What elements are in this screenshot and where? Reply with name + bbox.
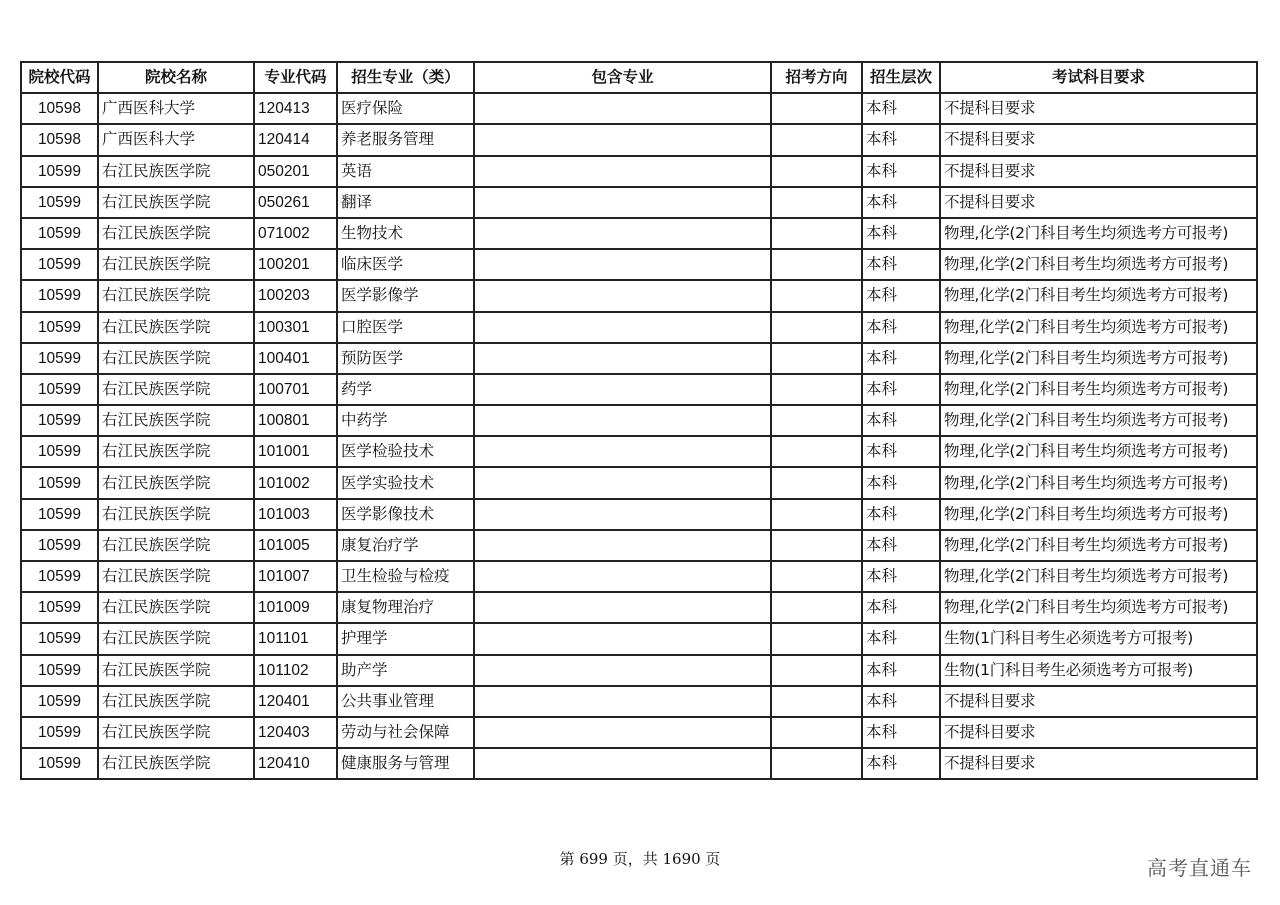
table-row (21, 530, 1257, 561)
cell-school-name: 右江民族医学院 (98, 436, 254, 467)
cell-exam-direction (771, 280, 862, 311)
cell-included-majors (474, 655, 771, 686)
cell-major-name: 临床医学 (337, 249, 474, 280)
cell-school-code: 10599 (21, 343, 98, 374)
cell-school-name: 右江民族医学院 (98, 343, 254, 374)
cell-major-name: 康复物理治疗 (337, 592, 474, 623)
cell-major-code: 101003 (254, 499, 337, 530)
cell-subject-requirement: 不提科目要求 (940, 748, 1257, 779)
cell-level: 本科 (862, 218, 940, 249)
cell-major-code: 100201 (254, 249, 337, 280)
table-row (21, 467, 1257, 498)
cell-included-majors (474, 561, 771, 592)
cell-level: 本科 (862, 748, 940, 779)
cell-major-code: 100801 (254, 405, 337, 436)
cell-major-code: 120413 (254, 93, 337, 124)
cell-level: 本科 (862, 156, 940, 187)
cell-major-name: 生物技术 (337, 218, 474, 249)
cell-exam-direction (771, 499, 862, 530)
cell-subject-requirement: 生物(1门科目考生必须选考方可报考) (940, 655, 1257, 686)
table-body (21, 93, 1257, 779)
cell-major-name: 劳动与社会保障 (337, 717, 474, 748)
cell-school-name: 右江民族医学院 (98, 499, 254, 530)
table-row (21, 187, 1257, 218)
cell-subject-requirement: 物理,化学(2门科目考生均须选考方可报考) (940, 343, 1257, 374)
cell-school-code: 10599 (21, 218, 98, 249)
cell-included-majors (474, 717, 771, 748)
table-row (21, 436, 1257, 467)
cell-major-name: 中药学 (337, 405, 474, 436)
cell-major-name: 医疗保险 (337, 93, 474, 124)
header-school-code: 院校代码 (21, 62, 98, 93)
cell-level: 本科 (862, 561, 940, 592)
cell-exam-direction (771, 592, 862, 623)
cell-exam-direction (771, 218, 862, 249)
cell-major-code: 120414 (254, 124, 337, 155)
cell-major-name: 卫生检验与检疫 (337, 561, 474, 592)
cell-school-code: 10599 (21, 280, 98, 311)
cell-included-majors (474, 467, 771, 498)
cell-school-code: 10598 (21, 93, 98, 124)
cell-exam-direction (771, 93, 862, 124)
cell-school-name: 右江民族医学院 (98, 156, 254, 187)
cell-subject-requirement: 物理,化学(2门科目考生均须选考方可报考) (940, 592, 1257, 623)
table-row (21, 405, 1257, 436)
cell-exam-direction (771, 467, 862, 498)
header-subject-requirement: 考试科目要求 (940, 62, 1257, 93)
cell-school-name: 右江民族医学院 (98, 467, 254, 498)
cell-subject-requirement: 物理,化学(2门科目考生均须选考方可报考) (940, 374, 1257, 405)
cell-included-majors (474, 748, 771, 779)
cell-school-name: 右江民族医学院 (98, 312, 254, 343)
cell-school-code: 10599 (21, 249, 98, 280)
cell-school-code: 10599 (21, 686, 98, 717)
cell-school-code: 10599 (21, 156, 98, 187)
cell-major-code: 100301 (254, 312, 337, 343)
cell-major-name: 口腔医学 (337, 312, 474, 343)
cell-major-name: 健康服务与管理 (337, 748, 474, 779)
cell-school-code: 10598 (21, 124, 98, 155)
cell-included-majors (474, 530, 771, 561)
cell-school-code: 10599 (21, 655, 98, 686)
cell-level: 本科 (862, 312, 940, 343)
cell-included-majors (474, 218, 771, 249)
cell-major-code: 120403 (254, 717, 337, 748)
cell-exam-direction (771, 405, 862, 436)
cell-school-code: 10599 (21, 530, 98, 561)
cell-included-majors (474, 93, 771, 124)
cell-school-code: 10599 (21, 748, 98, 779)
cell-exam-direction (771, 124, 862, 155)
cell-exam-direction (771, 436, 862, 467)
table-row (21, 717, 1257, 748)
cell-school-code: 10599 (21, 592, 98, 623)
cell-major-code: 120401 (254, 686, 337, 717)
table-row (21, 592, 1257, 623)
cell-subject-requirement: 物理,化学(2门科目考生均须选考方可报考) (940, 530, 1257, 561)
cell-exam-direction (771, 655, 862, 686)
cell-subject-requirement: 不提科目要求 (940, 686, 1257, 717)
cell-subject-requirement: 物理,化学(2门科目考生均须选考方可报考) (940, 312, 1257, 343)
cell-subject-requirement: 物理,化学(2门科目考生均须选考方可报考) (940, 467, 1257, 498)
cell-exam-direction (771, 187, 862, 218)
table-row (21, 499, 1257, 530)
cell-exam-direction (771, 748, 862, 779)
table-row (21, 249, 1257, 280)
cell-major-name: 医学影像学 (337, 280, 474, 311)
cell-exam-direction (771, 686, 862, 717)
table-row (21, 686, 1257, 717)
cell-school-code: 10599 (21, 561, 98, 592)
cell-major-name: 医学检验技术 (337, 436, 474, 467)
cell-school-name: 右江民族医学院 (98, 592, 254, 623)
cell-subject-requirement: 不提科目要求 (940, 156, 1257, 187)
cell-level: 本科 (862, 530, 940, 561)
table-row (21, 561, 1257, 592)
cell-school-name: 广西医科大学 (98, 124, 254, 155)
cell-subject-requirement: 不提科目要求 (940, 717, 1257, 748)
cell-level: 本科 (862, 686, 940, 717)
table-row (21, 312, 1257, 343)
cell-major-name: 公共事业管理 (337, 686, 474, 717)
cell-major-code: 100401 (254, 343, 337, 374)
cell-school-code: 10599 (21, 499, 98, 530)
cell-major-name: 助产学 (337, 655, 474, 686)
cell-major-code: 050201 (254, 156, 337, 187)
cell-school-name: 广西医科大学 (98, 93, 254, 124)
cell-major-code: 100701 (254, 374, 337, 405)
cell-school-name: 右江民族医学院 (98, 218, 254, 249)
cell-major-name: 英语 (337, 156, 474, 187)
cell-subject-requirement: 物理,化学(2门科目考生均须选考方可报考) (940, 280, 1257, 311)
cell-major-code: 071002 (254, 218, 337, 249)
watermark: 高考直通车 (1147, 856, 1252, 880)
cell-major-code: 120410 (254, 748, 337, 779)
cell-subject-requirement: 物理,化学(2门科目考生均须选考方可报考) (940, 218, 1257, 249)
cell-exam-direction (771, 530, 862, 561)
cell-major-code: 101002 (254, 467, 337, 498)
cell-exam-direction (771, 343, 862, 374)
cell-school-code: 10599 (21, 312, 98, 343)
cell-school-name: 右江民族医学院 (98, 748, 254, 779)
cell-school-code: 10599 (21, 405, 98, 436)
cell-major-name: 医学实验技术 (337, 467, 474, 498)
cell-level: 本科 (862, 343, 940, 374)
cell-school-name: 右江民族医学院 (98, 249, 254, 280)
header-level: 招生层次 (862, 62, 940, 93)
cell-included-majors (474, 405, 771, 436)
cell-major-name: 康复治疗学 (337, 530, 474, 561)
cell-included-majors (474, 249, 771, 280)
cell-level: 本科 (862, 249, 940, 280)
cell-included-majors (474, 343, 771, 374)
cell-subject-requirement: 物理,化学(2门科目考生均须选考方可报考) (940, 499, 1257, 530)
cell-level: 本科 (862, 187, 940, 218)
cell-level: 本科 (862, 499, 940, 530)
cell-level: 本科 (862, 717, 940, 748)
cell-subject-requirement: 物理,化学(2门科目考生均须选考方可报考) (940, 561, 1257, 592)
cell-school-name: 右江民族医学院 (98, 655, 254, 686)
cell-included-majors (474, 436, 771, 467)
header-major-name: 招生专业（类） (337, 62, 474, 93)
table-row (21, 156, 1257, 187)
table-row (21, 623, 1257, 654)
cell-subject-requirement: 物理,化学(2门科目考生均须选考方可报考) (940, 405, 1257, 436)
cell-major-code: 101102 (254, 655, 337, 686)
cell-school-name: 右江民族医学院 (98, 187, 254, 218)
cell-included-majors (474, 124, 771, 155)
cell-major-name: 护理学 (337, 623, 474, 654)
cell-school-name: 右江民族医学院 (98, 280, 254, 311)
cell-level: 本科 (862, 374, 940, 405)
table-row (21, 124, 1257, 155)
table-row (21, 93, 1257, 124)
cell-subject-requirement: 物理,化学(2门科目考生均须选考方可报考) (940, 249, 1257, 280)
cell-major-name: 医学影像技术 (337, 499, 474, 530)
table-row (21, 655, 1257, 686)
header-included-majors: 包含专业 (474, 62, 771, 93)
table-row (21, 748, 1257, 779)
cell-subject-requirement: 不提科目要求 (940, 124, 1257, 155)
cell-included-majors (474, 623, 771, 654)
cell-level: 本科 (862, 93, 940, 124)
cell-school-name: 右江民族医学院 (98, 717, 254, 748)
cell-major-code: 101005 (254, 530, 337, 561)
cell-school-name: 右江民族医学院 (98, 686, 254, 717)
cell-major-name: 药学 (337, 374, 474, 405)
page-number: 第 699 页，共 1690 页 (559, 850, 721, 868)
cell-school-name: 右江民族医学院 (98, 374, 254, 405)
cell-major-code: 100203 (254, 280, 337, 311)
cell-included-majors (474, 499, 771, 530)
cell-level: 本科 (862, 592, 940, 623)
cell-school-code: 10599 (21, 717, 98, 748)
table-row (21, 343, 1257, 374)
cell-subject-requirement: 生物(1门科目考生必须选考方可报考) (940, 623, 1257, 654)
cell-school-name: 右江民族医学院 (98, 623, 254, 654)
cell-included-majors (474, 156, 771, 187)
cell-exam-direction (771, 156, 862, 187)
cell-school-code: 10599 (21, 436, 98, 467)
header-major-code: 专业代码 (254, 62, 337, 93)
cell-school-code: 10599 (21, 623, 98, 654)
cell-included-majors (474, 280, 771, 311)
cell-school-name: 右江民族医学院 (98, 561, 254, 592)
cell-exam-direction (771, 374, 862, 405)
cell-included-majors (474, 374, 771, 405)
header-exam-direction: 招考方向 (771, 62, 862, 93)
cell-included-majors (474, 312, 771, 343)
header-school-name: 院校名称 (98, 62, 254, 93)
cell-included-majors (474, 187, 771, 218)
cell-major-name: 翻译 (337, 187, 474, 218)
cell-exam-direction (771, 249, 862, 280)
cell-included-majors (474, 592, 771, 623)
cell-major-name: 预防医学 (337, 343, 474, 374)
cell-exam-direction (771, 623, 862, 654)
cell-major-code: 050261 (254, 187, 337, 218)
cell-major-code: 101007 (254, 561, 337, 592)
table-row (21, 280, 1257, 311)
cell-level: 本科 (862, 436, 940, 467)
cell-subject-requirement: 不提科目要求 (940, 187, 1257, 218)
cell-major-name: 养老服务管理 (337, 124, 474, 155)
cell-level: 本科 (862, 124, 940, 155)
cell-school-code: 10599 (21, 467, 98, 498)
cell-exam-direction (771, 717, 862, 748)
cell-level: 本科 (862, 467, 940, 498)
header-row (21, 62, 1257, 93)
cell-exam-direction (771, 561, 862, 592)
table-row (21, 374, 1257, 405)
cell-included-majors (474, 686, 771, 717)
cell-school-name: 右江民族医学院 (98, 405, 254, 436)
cell-school-name: 右江民族医学院 (98, 530, 254, 561)
cell-major-code: 101101 (254, 623, 337, 654)
cell-subject-requirement: 物理,化学(2门科目考生均须选考方可报考) (940, 436, 1257, 467)
cell-school-code: 10599 (21, 374, 98, 405)
cell-exam-direction (771, 312, 862, 343)
cell-level: 本科 (862, 655, 940, 686)
table-row (21, 218, 1257, 249)
admissions-table (20, 61, 1258, 780)
cell-major-code: 101009 (254, 592, 337, 623)
cell-level: 本科 (862, 405, 940, 436)
cell-level: 本科 (862, 623, 940, 654)
cell-level: 本科 (862, 280, 940, 311)
cell-school-code: 10599 (21, 187, 98, 218)
cell-major-code: 101001 (254, 436, 337, 467)
cell-subject-requirement: 不提科目要求 (940, 93, 1257, 124)
